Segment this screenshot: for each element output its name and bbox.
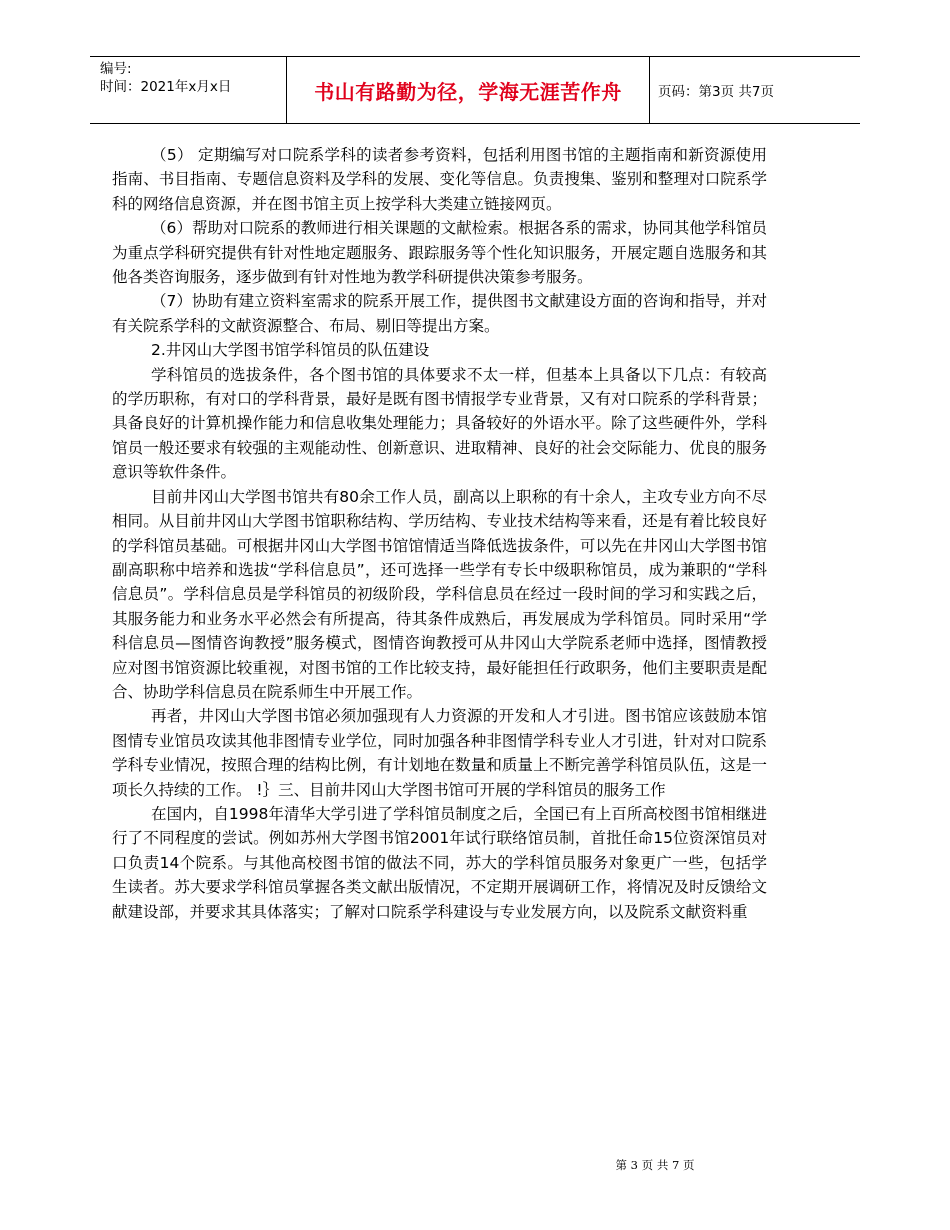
paragraph-item-5: （5） 定期编写对口院系学科的读者参考资料，包括利用图书馆的主题指南和新资源使用指南、书目指南、专题信息资料及学科的发展、变化等信息。负责搜集、鉴别和整理对口院系学科的网络信息资源，并在图书馆主页上按学科大类建立链接网页。 — [112, 146, 767, 213]
paragraph-selection-criteria: 学科馆员的选拔条件，各个图书馆的具体要求不太一样，但基本上具备以下几点：有较高的学历职称，有对口的学科背景，最好是既有图书情报学专业背景，又有对口院系的学科背景；具备良好的计算机操作能力和信息收集处理能力；具备较好的外语水平。除了这些硬件外，学科馆员一般还要求有较强的主观能动性、创新意识、进取精神、良好的社会交际能力、优良的服务意识等软件条件。 — [112, 365, 767, 482]
document-number-label: 编号: — [100, 61, 132, 77]
page-header — [90, 56, 860, 124]
document-body — [112, 143, 767, 924]
header-page-number: 页码：第3页 共7页 — [658, 84, 774, 100]
paragraph-talent-development: 再者，井冈山大学图书馆必须加强现有人力资源的开发和人才引进。图书馆应该鼓励本馆图情专业馆员攻读其他非图情专业学位，同时加强各种非图情学科专业人才引进，针对对口院系学科专业情况，按照合理的结构比例，有计划地在数量和质量上不断完善学科馆员队伍，这是一项长久持续的工作。 !｝三、目前井冈山大学图书馆可开展的学科馆员的服务工作 — [112, 707, 767, 799]
footer-page-number: 第 3 页 共 7 页 — [615, 1158, 695, 1172]
paragraph-item-6: （6）帮助对口院系的教师进行相关课题的文献检索。根据各系的需求，协同其他学科馆员为重点学科研究提供有针对性地定题服务、跟踪服务等个性化知识服务，开展定题自选服务和其他各类咨询服务，逐步做到有针对性地为教学科研提供决策参考服务。 — [112, 219, 767, 287]
paragraph-current-status: 目前井冈山大学图书馆共有80余工作人员，副高以上职称的有十余人，主攻专业方向不尽相同。从目前井冈山大学图书馆职称结构、学历结构、专业技术结构等来看，还是有着比较良好的学科馆员基础。可根据井冈山大学图书馆馆情适当降低选拔条件，可以先在井冈山大学图书馆副高职称中培养和选拔“学科信息员”，还可选择一些学有专长中级职称馆员，成为兼职的“学科信息员”。学科信息员是学科馆员的初级阶段，学科信息员在经过一段时间的学习和实践之后，其服务能力和业务水平必然会有所提高，待其条件成熟后，再发展成为学科馆员。同时采用“学科信息员—图情咨询教授”服务模式，图情咨询教授可从井冈山大学院系老师中选择，图情教授应对图书馆资源比较重视，对图书馆的工作比较支持，最好能担任行政职务，他们主要职责是配合、协助学科信息员在院系师生中开展工作。 — [112, 487, 767, 701]
paragraph-item-7: （7）协助有建立资料室需求的院系开展工作，提供图书文献建设方面的咨询和指导，并对有关院系学科的文献资源整合、布局、剔旧等提出方案。 — [112, 292, 767, 335]
section-heading-team-building: 2.井冈山大学图书馆学科馆员的队伍建设 — [151, 341, 430, 360]
header-meta — [90, 57, 287, 123]
page-footer — [0, 1157, 950, 1173]
header-motto: 书山有路勤为径，学海无涯苦作舟 — [287, 57, 650, 123]
document-time-label: 时间：2021年x月x日 — [100, 79, 232, 95]
paragraph-domestic-practice: 在国内，自1998年清华大学引进了学科馆员制度之后，全国已有上百所高校图书馆相继进行了不同程度的尝试。例如苏州大学图书馆2001年试行联络馆员制，首批任命15位资深馆员对口负责14个院系。与其他高校图书馆的做法不同，苏大的学科馆员服务对象更广一些，包括学生读者。苏大要求学科馆员掌握各类文献出版情况，不定期开展调研工作，将情况及时反馈给文献建设部，并要求其具体落实；了解对口院系学科建设与专业发展方向，以及院系文献资料重 — [112, 804, 767, 921]
